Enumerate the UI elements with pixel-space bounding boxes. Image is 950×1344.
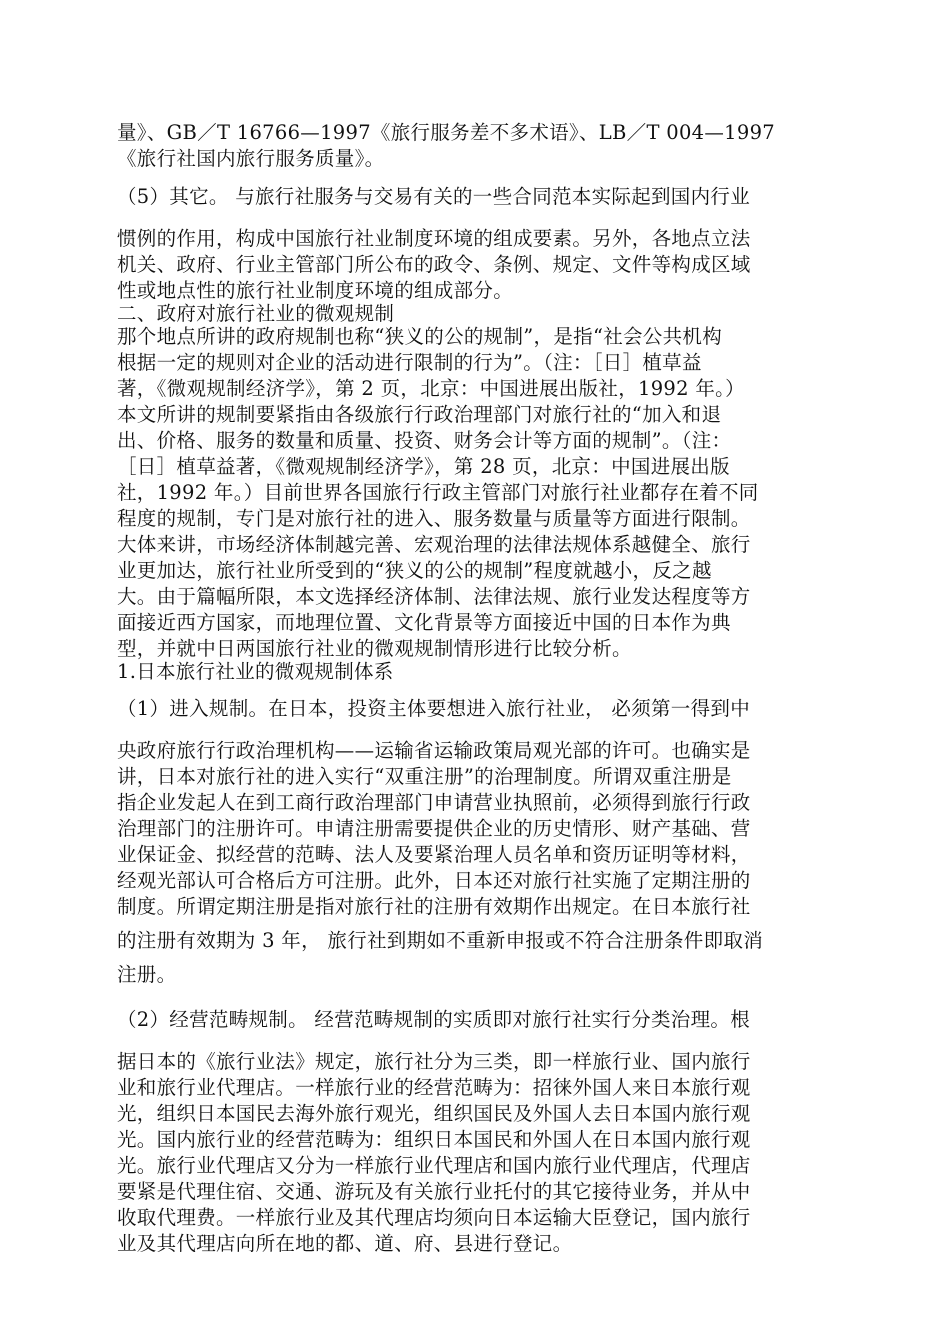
text-line: 治理部门的注册许可。申请注册需要提供企业的历史情形、财产基础、营 [117,817,751,840]
text-line: 出、价格、服务的数量和质量、投资、财务会计等方面的规制”。（注： [117,429,732,452]
text-line: 面接近西方国家，而地理位置、文化背景等方面接近中国的日本作为典 [117,611,731,634]
text-line: 据日本的《旅行业法》规定，旅行社分为三类，即一样旅行业、国内旅行 [117,1050,751,1073]
text-line: 性或地点性的旅行社业制度环境的组成部分。 [117,279,514,302]
text-line: 本文所讲的规制要紧指由各级旅行行政治理部门对旅行社的“加入和退 [117,403,722,426]
text-line: 惯例的作用，构成中国旅行社业制度环境的组成要素。另外，各地点立法 [117,227,751,250]
text-line: 量》、GB／T 16766—1997《旅行服务差不多术语》、LB／T 004—1997 [117,121,775,144]
text-line: ［日］植草益著，《微观规制经济学》，第 28 页，北京：中国进展出版 [117,455,730,478]
text-line: （2）经营范畴规制。 经营范畴规制的实质即对旅行社实行分类治理。根 [117,1008,751,1031]
text-line: 业保证金、拟经营的范畴、法人及要紧治理人员名单和资历证明等材料， [117,843,751,866]
text-line: （5）其它。 与旅行社服务与交易有关的一些合同范本实际起到国内行业 [117,185,751,208]
section-heading: 二、政府对旅行社业的微观规制 [117,302,395,325]
text-line: 大体来讲，市场经济体制越完善、宏观治理的法律法规体系越健全、旅行 [117,533,751,556]
text-line: 根据一定的规则对企业的活动进行限制的行为”。（注：［日］植草益 [117,351,702,374]
text-line: 光。旅行业代理店又分为一样旅行业代理店和国内旅行业代理店，代理店 [117,1154,751,1177]
text-line: 业更加达，旅行社业所受到的“狭义的公的规制”程度就越小，反之越 [117,559,712,582]
text-line: 注册。 [117,963,177,986]
text-line: 指企业发起人在到工商行政治理部门申请营业执照前，必须得到旅行行政 [117,791,751,814]
section-heading: 1.日本旅行社业的微观规制体系 [117,660,394,683]
text-line: 的注册有效期为 3 年， 旅行社到期如不重新申报或不符合注册条件即取消 [117,929,764,952]
text-line: 社，1992 年。）目前世界各国旅行行政主管部门对旅行社业都存在着不同 [117,481,759,504]
text-line: 著，《微观规制经济学》，第 2 页，北京：中国进展出版社，1992 年。） [117,377,745,400]
text-line: 型，并就中日两国旅行社业的微观规制情形进行比较分析。 [117,637,632,660]
text-line: 光。国内旅行业的经营范畴为：组织日本国民和外国人在日本国内旅行观 [117,1128,751,1151]
text-line: 业和旅行业代理店。一样旅行业的经营范畴为：招徕外国人来日本旅行观 [117,1076,751,1099]
text-line: 程度的规制，专门是对旅行社的进入、服务数量与质量等方面进行限制。 [117,507,751,530]
text-line: 经观光部认可合格后方可注册。此外，日本还对旅行社实施了定期注册的 [117,869,751,892]
text-line: 机关、政府、行业主管部门所公布的政令、条例、规定、文件等构成区域 [117,253,751,276]
text-line: 业及其代理店向所在地的都、道、府、县进行登记。 [117,1232,573,1255]
text-line: （1）进入规制。在日本，投资主体要想进入旅行社业， 必须第一得到中 [117,697,751,720]
text-line: 那个地点所讲的政府规制也称“狭义的公的规制”，是指“社会公共机构 [117,325,723,348]
text-line: 收取代理费。一样旅行业及其代理店均须向日本运输大臣登记，国内旅行 [117,1206,751,1229]
text-line: 光，组织日本国民去海外旅行观光，组织国民及外国人去日本国内旅行观 [117,1102,751,1125]
text-line: 《旅行社国内旅行服务质量》。 [117,147,385,170]
text-line: 制度。所谓定期注册是指对旅行社的注册有效期作出规定。在日本旅行社 [117,895,751,918]
text-line: 要紧是代理住宿、交通、游玩及有关旅行业托付的其它接待业务，并从中 [117,1180,751,1203]
text-line: 央政府旅行行政治理机构——运输省运输政策局观光部的许可。也确实是 [117,739,751,762]
text-line: 大。由于篇幅所限，本文选择经济体制、法律法规、旅行业发达程度等方 [117,585,751,608]
text-line: 讲，日本对旅行社的进入实行“双重注册”的治理制度。所谓双重注册是 [117,765,732,788]
